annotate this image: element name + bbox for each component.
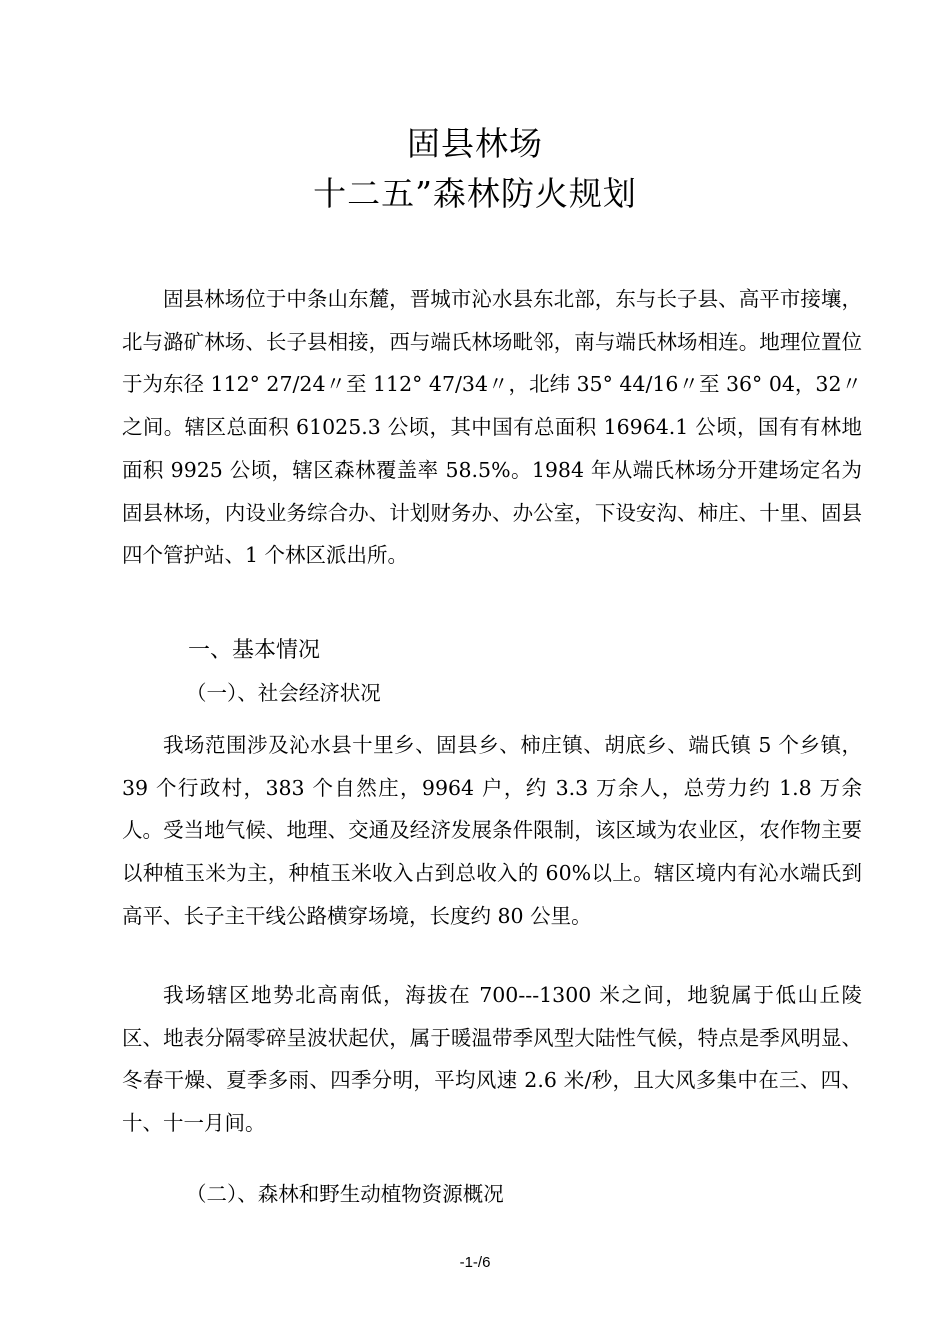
subsection-heading-socioeconomic: （一）、社会经济状况 [186,681,381,705]
socioeconomic-paragraph: 我场范围涉及沁水县十里乡、固县乡、柿庄镇、胡底乡、端氏镇 5 个乡镇，39 个行政村，383 个自然庄，9964 户，约 3.3 万余人，总劳力约 1.8 万余人。受当地气候、地理、交通及经济发展条件限制，该区域为农业区，农作物主要以种植玉米为主，种植玉米收入占到总收入的 60%以上。辖区境内有沁水端氏到高平、长子主干线公路横穿场境，长度约 80 公里。 [122,733,862,928]
terrain-climate-paragraph: 我场辖区地势北高南低，海拔在 700---1300 米之间，地貌属于低山丘陵区、地表分隔零碎呈波状起伏，属于暖温带季风型大陆性气候，特点是季风明显、冬春干燥、夏季多雨、四季分明，平均风速 2.6 米/秒，且大风多集中在三、四、十、十一月间。 [122,983,862,1136]
document-title-line-2: 十二五”森林防火规划 [313,174,637,213]
intro-paragraph: 固县林场位于中条山东麓，晋城市沁水县东北部，东与长子县、高平市接壤，北与潞矿林场、长子县相接，西与端氏林场毗邻，南与端氏林场相连。地理位置位于为东径 112° 27/24〃至 112° 47/34〃，北纬 35° 44/16〃至 36° 04，32〃之间。辖区总面积 61025.3 公顷，其中国有总面积 16964.1 公顷，国有有林地面积 9925 公顷，辖区森林覆盖率 58.5%。1984 年从端氏林场分开建场定名为固县林场，内设业务综合办、计划财务办、办公室，下设安沟、柿庄、十里、固县四个管护站、1 个林区派出所。 [122,287,862,568]
document-title-line-1: 固县林场 [407,124,543,163]
section-heading-basic-situation: 一、基本情况 [188,638,321,663]
subsection-heading-forest-wildlife: （二）、森林和野生动植物资源概况 [186,1182,504,1206]
page-number: -1-/6 [459,1254,491,1271]
